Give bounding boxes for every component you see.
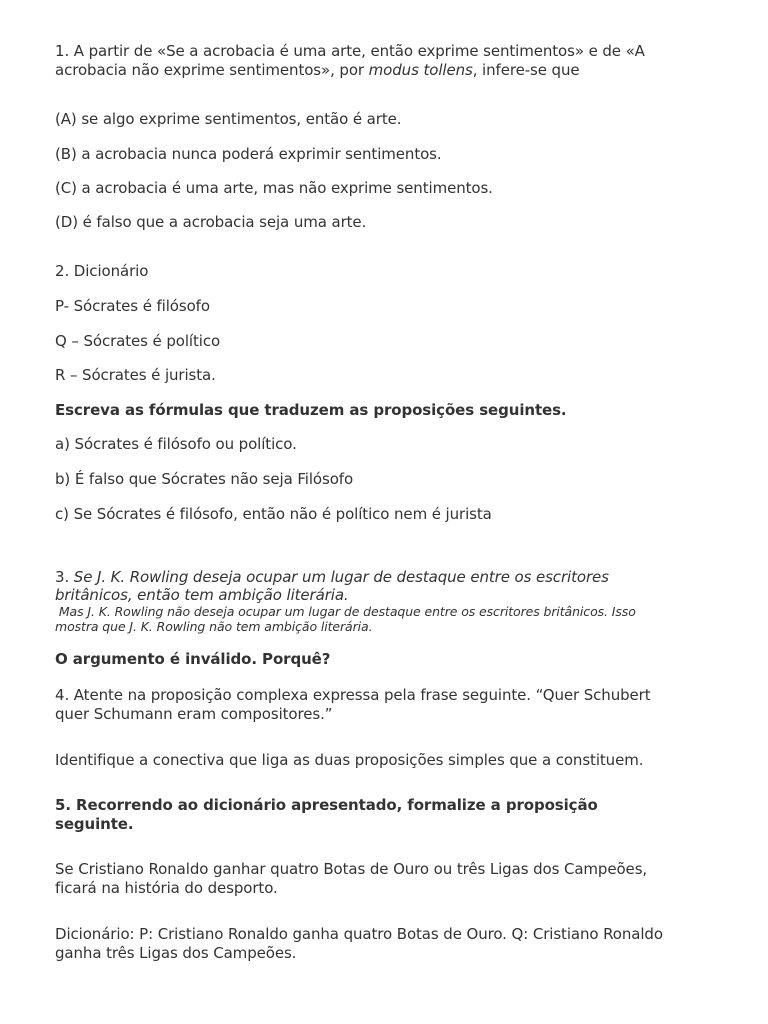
q1-option-c: (C) a acrobacia é uma arte, mas não exprime sentimentos. (55, 179, 493, 197)
q1-line2-emphasis: modus tollens (368, 61, 473, 79)
q5-title-line1: 5. Recorrendo ao dicionário apresentado, formalize a proposição (55, 796, 598, 814)
q2-item-b: b) É falso que Sócrates não seja Filósofo (55, 470, 354, 488)
q5-title-line2: seguinte. (55, 815, 134, 833)
q3-small-line2 (55, 619, 728, 634)
q3-small-line1 (55, 604, 728, 619)
q1-option-b: (B) a acrobacia nunca poderá exprimir sentimentos. (55, 145, 442, 163)
q3-line1 (55, 569, 728, 586)
q5-sentence-line1: Se Cristiano Ronaldo ganhar quatro Botas de Ouro ou três Ligas dos Campeões, (55, 860, 648, 878)
q5-sentence-line2: ficará na história do desporto. (55, 879, 278, 897)
q3-line2 (55, 587, 728, 604)
q3-line1-text: Se J. K. Rowling deseja ocupar um lugar de destaque entre os escritores (73, 568, 609, 586)
q1-statement-line2 (55, 62, 728, 79)
q2-dict-q: Q – Sócrates é político (55, 332, 221, 350)
q5-dictionary-line2: ganha três Ligas dos Campeões. (55, 944, 297, 962)
q3-small1-text: Mas J. K. Rowling não deseja ocupar um lugar de destaque entre os escritores britânicos. Isso (55, 604, 636, 619)
q3-line2-text: britânicos, então tem ambição literária. (55, 586, 349, 604)
q1-option-a: (A) se algo exprime sentimentos, então é arte. (55, 110, 402, 128)
q3-number: 3. (55, 568, 74, 586)
q1-statement-line1 (55, 43, 728, 60)
q1-option-d: (D) é falso que a acrobacia seja uma arte. (55, 213, 367, 231)
q2-item-a: a) Sócrates é filósofo ou político. (55, 435, 297, 453)
q1-line2-text-b: , infere-se que (472, 61, 580, 79)
q2-item-c: c) Se Sócrates é filósofo, então não é político nem é jurista (55, 505, 492, 523)
q2-dict-p: P- Sócrates é filósofo (55, 297, 210, 315)
q3-small2-text: mostra que J. K. Rowling não tem ambição literária. (55, 619, 373, 634)
q4-instruction: Identifique a conectiva que liga as duas proposições simples que a constituem. (55, 751, 644, 769)
q2-instruction: Escreva as fórmulas que traduzem as proposições seguintes. (55, 401, 567, 419)
q4-line2: quer Schumann eram compositores.” (55, 705, 333, 723)
q1-line1-text: 1. A partir de «Se a acrobacia é uma arte, então exprime sentimentos» e de «A (55, 42, 645, 60)
q3-question: O argumento é inválido. Porquê? (55, 650, 331, 668)
q2-title: 2. Dicionário (55, 262, 149, 280)
q2-dict-r: R – Sócrates é jurista. (55, 366, 216, 384)
q1-line2-text-a: acrobacia não exprime sentimentos», por (55, 61, 369, 79)
q5-dictionary-line1: Dicionário: P: Cristiano Ronaldo ganha quatro Botas de Ouro. Q: Cristiano Ronaldo (55, 925, 663, 943)
q4-line1: 4. Atente na proposição complexa expressa pela frase seguinte. “Quer Schubert (55, 686, 651, 704)
